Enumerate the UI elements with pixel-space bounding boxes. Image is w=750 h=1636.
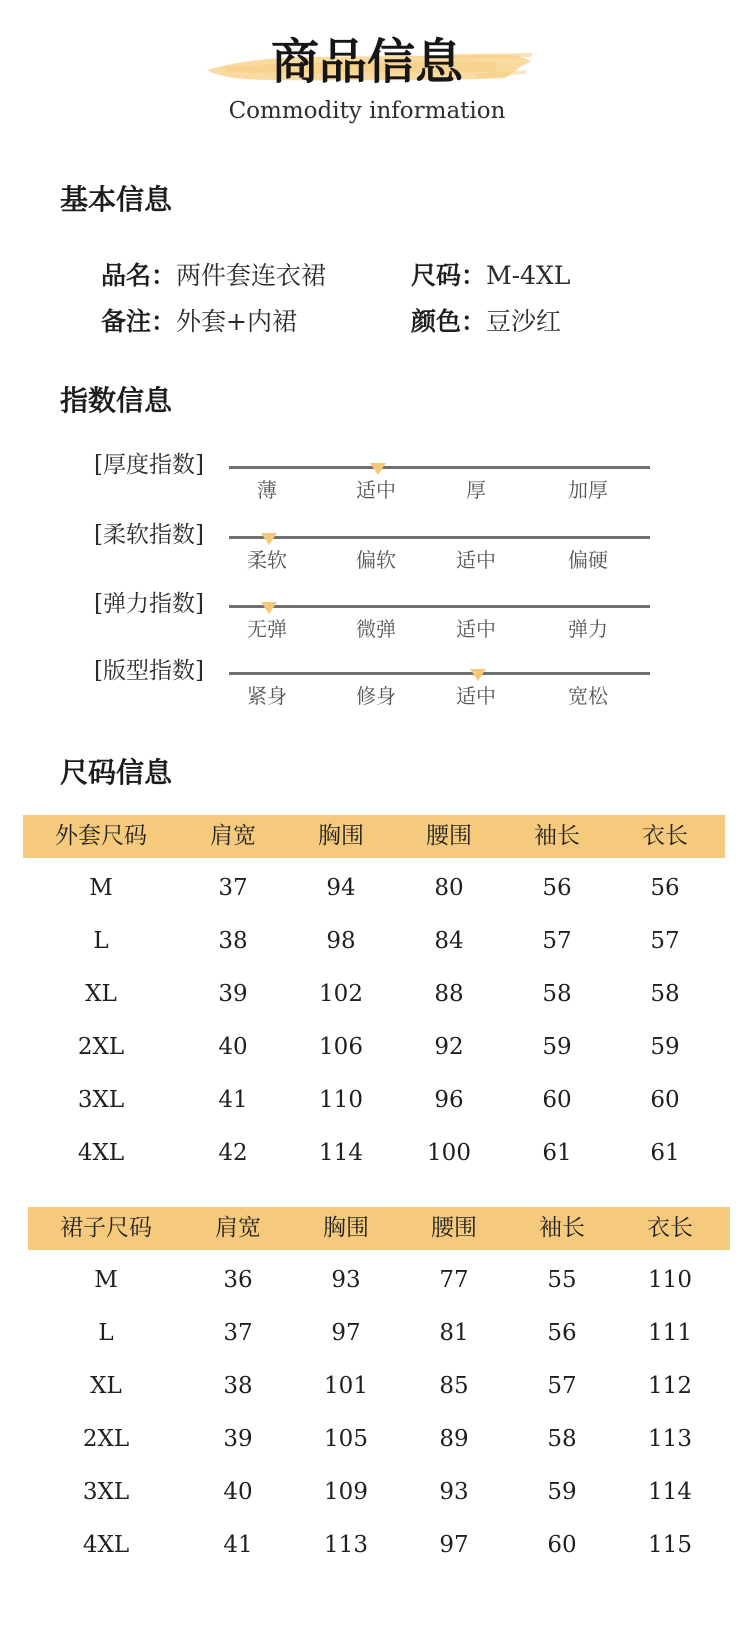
cell-sleeve-length: 58 bbox=[547, 1426, 577, 1452]
cell-length: 113 bbox=[648, 1426, 692, 1452]
cell-bust: 94 bbox=[326, 875, 356, 901]
fit-index-row bbox=[0, 648, 750, 712]
cell-waist: 96 bbox=[434, 1087, 464, 1113]
table-row bbox=[23, 862, 725, 915]
cell-size: 3XL bbox=[77, 1087, 125, 1113]
column-header-bust: 胸围 bbox=[323, 1215, 369, 1241]
cell-bust: 102 bbox=[319, 981, 363, 1007]
cell-size: M bbox=[89, 875, 113, 901]
product-name-item bbox=[101, 260, 326, 292]
table-row bbox=[28, 1307, 730, 1360]
index-option-label: 弹力 bbox=[568, 617, 608, 641]
index-option-label: 厚 bbox=[466, 478, 486, 502]
thickness-index-row bbox=[0, 442, 750, 506]
cell-size: M bbox=[94, 1267, 118, 1293]
cell-bust: 113 bbox=[324, 1532, 368, 1558]
cell-length: 61 bbox=[650, 1140, 680, 1166]
cell-waist: 93 bbox=[439, 1479, 469, 1505]
triangle-marker-icon bbox=[261, 533, 277, 545]
column-header-length: 衣长 bbox=[647, 1215, 693, 1241]
cell-waist: 89 bbox=[439, 1426, 469, 1452]
index-option-label: 适中 bbox=[456, 617, 496, 641]
table-body bbox=[23, 862, 725, 1180]
cell-shoulder-width: 39 bbox=[218, 981, 248, 1007]
index-scale-line bbox=[229, 466, 650, 469]
cell-sleeve-length: 58 bbox=[542, 981, 572, 1007]
color-label: 颜色： bbox=[411, 307, 487, 336]
cell-sleeve-length: 60 bbox=[542, 1087, 572, 1113]
index-label: [版型指数] bbox=[94, 658, 204, 684]
cell-size: 2XL bbox=[82, 1426, 130, 1452]
cell-size: 4XL bbox=[82, 1532, 130, 1558]
column-header-sleeve-length: 袖长 bbox=[534, 823, 580, 849]
cell-shoulder-width: 38 bbox=[223, 1373, 253, 1399]
skirt-size-table bbox=[28, 1207, 730, 1572]
cell-length: 57 bbox=[650, 928, 680, 954]
table-header-row bbox=[28, 1207, 730, 1250]
cell-bust: 101 bbox=[324, 1373, 368, 1399]
cell-length: 60 bbox=[650, 1087, 680, 1113]
table-row bbox=[28, 1519, 730, 1572]
index-option-label: 修身 bbox=[356, 684, 396, 708]
cell-sleeve-length: 57 bbox=[542, 928, 572, 954]
index-option-label: 宽松 bbox=[568, 684, 608, 708]
index-scale-line bbox=[229, 672, 650, 675]
column-header-sleeve-length: 袖长 bbox=[539, 1215, 585, 1241]
cell-shoulder-width: 37 bbox=[223, 1320, 253, 1346]
cell-sleeve-length: 56 bbox=[542, 875, 572, 901]
cell-size: 2XL bbox=[77, 1034, 125, 1060]
cell-shoulder-width: 39 bbox=[223, 1426, 253, 1452]
table-row bbox=[28, 1413, 730, 1466]
elasticity-index-row bbox=[0, 581, 750, 645]
table-row bbox=[23, 1074, 725, 1127]
table-row bbox=[28, 1254, 730, 1307]
cell-waist: 100 bbox=[427, 1140, 471, 1166]
color-item bbox=[411, 306, 561, 338]
size-range-item bbox=[411, 260, 570, 292]
table-row bbox=[23, 1127, 725, 1180]
cell-length: 111 bbox=[648, 1320, 692, 1346]
index-option-label: 适中 bbox=[356, 478, 396, 502]
column-header-shoulder-width: 肩宽 bbox=[215, 1215, 261, 1241]
column-header-size: 外套尺码 bbox=[55, 823, 147, 849]
cell-waist: 92 bbox=[434, 1034, 464, 1060]
size-info-heading: 尺码信息 bbox=[60, 756, 173, 789]
cell-sleeve-length: 55 bbox=[547, 1267, 577, 1293]
index-label: [厚度指数] bbox=[94, 452, 204, 478]
table-row bbox=[28, 1360, 730, 1413]
index-label: [柔软指数] bbox=[94, 522, 204, 548]
cell-bust: 93 bbox=[331, 1267, 361, 1293]
column-header-waist: 腰围 bbox=[426, 823, 472, 849]
cell-length: 115 bbox=[648, 1532, 692, 1558]
index-info-heading: 指数信息 bbox=[60, 384, 173, 417]
triangle-marker-icon bbox=[261, 602, 277, 614]
index-option-label: 薄 bbox=[257, 478, 277, 502]
column-header-waist: 腰围 bbox=[431, 1215, 477, 1241]
cell-waist: 84 bbox=[434, 928, 464, 954]
cell-bust: 97 bbox=[331, 1320, 361, 1346]
cell-size: L bbox=[93, 928, 109, 954]
cell-length: 110 bbox=[648, 1267, 692, 1293]
column-header-shoulder-width: 肩宽 bbox=[210, 823, 256, 849]
cell-bust: 110 bbox=[319, 1087, 363, 1113]
triangle-marker-icon bbox=[470, 669, 486, 681]
column-header-length: 衣长 bbox=[642, 823, 688, 849]
cell-waist: 85 bbox=[439, 1373, 469, 1399]
remark-item bbox=[101, 306, 297, 338]
index-option-label: 无弹 bbox=[247, 617, 287, 641]
triangle-marker-icon bbox=[370, 463, 386, 475]
remark-label: 备注： bbox=[101, 307, 177, 336]
cell-size: L bbox=[98, 1320, 114, 1346]
cell-length: 112 bbox=[648, 1373, 692, 1399]
page-title: 商品信息 bbox=[270, 34, 463, 90]
page-subtitle: Commodity information bbox=[228, 98, 506, 124]
coat-size-table bbox=[23, 815, 725, 1180]
cell-sleeve-length: 60 bbox=[547, 1532, 577, 1558]
product-name-value: 两件套连衣裙 bbox=[176, 261, 327, 290]
cell-bust: 114 bbox=[319, 1140, 363, 1166]
index-option-label: 偏软 bbox=[356, 548, 396, 572]
softness-index-row bbox=[0, 512, 750, 576]
table-row bbox=[23, 1021, 725, 1074]
index-option-label: 微弹 bbox=[356, 617, 396, 641]
cell-sleeve-length: 59 bbox=[542, 1034, 572, 1060]
cell-size: XL bbox=[85, 981, 117, 1007]
size-range-value: M-4XL bbox=[486, 261, 571, 290]
cell-shoulder-width: 38 bbox=[218, 928, 248, 954]
cell-bust: 105 bbox=[324, 1426, 368, 1452]
table-body bbox=[28, 1254, 730, 1572]
index-option-label: 加厚 bbox=[568, 478, 608, 502]
table-row bbox=[23, 968, 725, 1021]
table-row bbox=[23, 915, 725, 968]
index-option-label: 紧身 bbox=[247, 684, 287, 708]
index-scale-line bbox=[229, 605, 650, 608]
table-header-row bbox=[23, 815, 725, 858]
cell-sleeve-length: 59 bbox=[547, 1479, 577, 1505]
cell-waist: 81 bbox=[439, 1320, 469, 1346]
cell-sleeve-length: 57 bbox=[547, 1373, 577, 1399]
cell-length: 59 bbox=[650, 1034, 680, 1060]
cell-waist: 77 bbox=[439, 1267, 469, 1293]
index-option-label: 柔软 bbox=[247, 548, 287, 572]
index-scale-line bbox=[229, 536, 650, 539]
cell-sleeve-length: 61 bbox=[542, 1140, 572, 1166]
cell-shoulder-width: 42 bbox=[218, 1140, 248, 1166]
cell-length: 56 bbox=[650, 875, 680, 901]
cell-shoulder-width: 36 bbox=[223, 1267, 253, 1293]
index-label: [弹力指数] bbox=[94, 591, 204, 617]
index-option-label: 适中 bbox=[456, 548, 496, 572]
cell-shoulder-width: 40 bbox=[218, 1034, 248, 1060]
cell-waist: 88 bbox=[434, 981, 464, 1007]
cell-size: 4XL bbox=[77, 1140, 125, 1166]
table-row bbox=[28, 1466, 730, 1519]
cell-bust: 106 bbox=[319, 1034, 363, 1060]
cell-shoulder-width: 40 bbox=[223, 1479, 253, 1505]
cell-shoulder-width: 37 bbox=[218, 875, 248, 901]
basic-info-heading: 基本信息 bbox=[60, 183, 173, 216]
cell-length: 58 bbox=[650, 981, 680, 1007]
cell-shoulder-width: 41 bbox=[218, 1087, 248, 1113]
cell-length: 114 bbox=[648, 1479, 692, 1505]
cell-bust: 98 bbox=[326, 928, 356, 954]
index-option-label: 适中 bbox=[456, 684, 496, 708]
size-range-label: 尺码： bbox=[411, 261, 487, 290]
cell-waist: 97 bbox=[439, 1532, 469, 1558]
cell-shoulder-width: 41 bbox=[223, 1532, 253, 1558]
index-option-label: 偏硬 bbox=[568, 548, 608, 572]
column-header-size: 裙子尺码 bbox=[60, 1215, 152, 1241]
cell-size: 3XL bbox=[82, 1479, 130, 1505]
color-value: 豆沙红 bbox=[486, 307, 562, 336]
cell-size: XL bbox=[90, 1373, 122, 1399]
cell-waist: 80 bbox=[434, 875, 464, 901]
remark-value: 外套+内裙 bbox=[176, 307, 297, 336]
cell-sleeve-length: 56 bbox=[547, 1320, 577, 1346]
product-name-label: 品名： bbox=[101, 261, 177, 290]
column-header-bust: 胸围 bbox=[318, 823, 364, 849]
cell-bust: 109 bbox=[324, 1479, 368, 1505]
